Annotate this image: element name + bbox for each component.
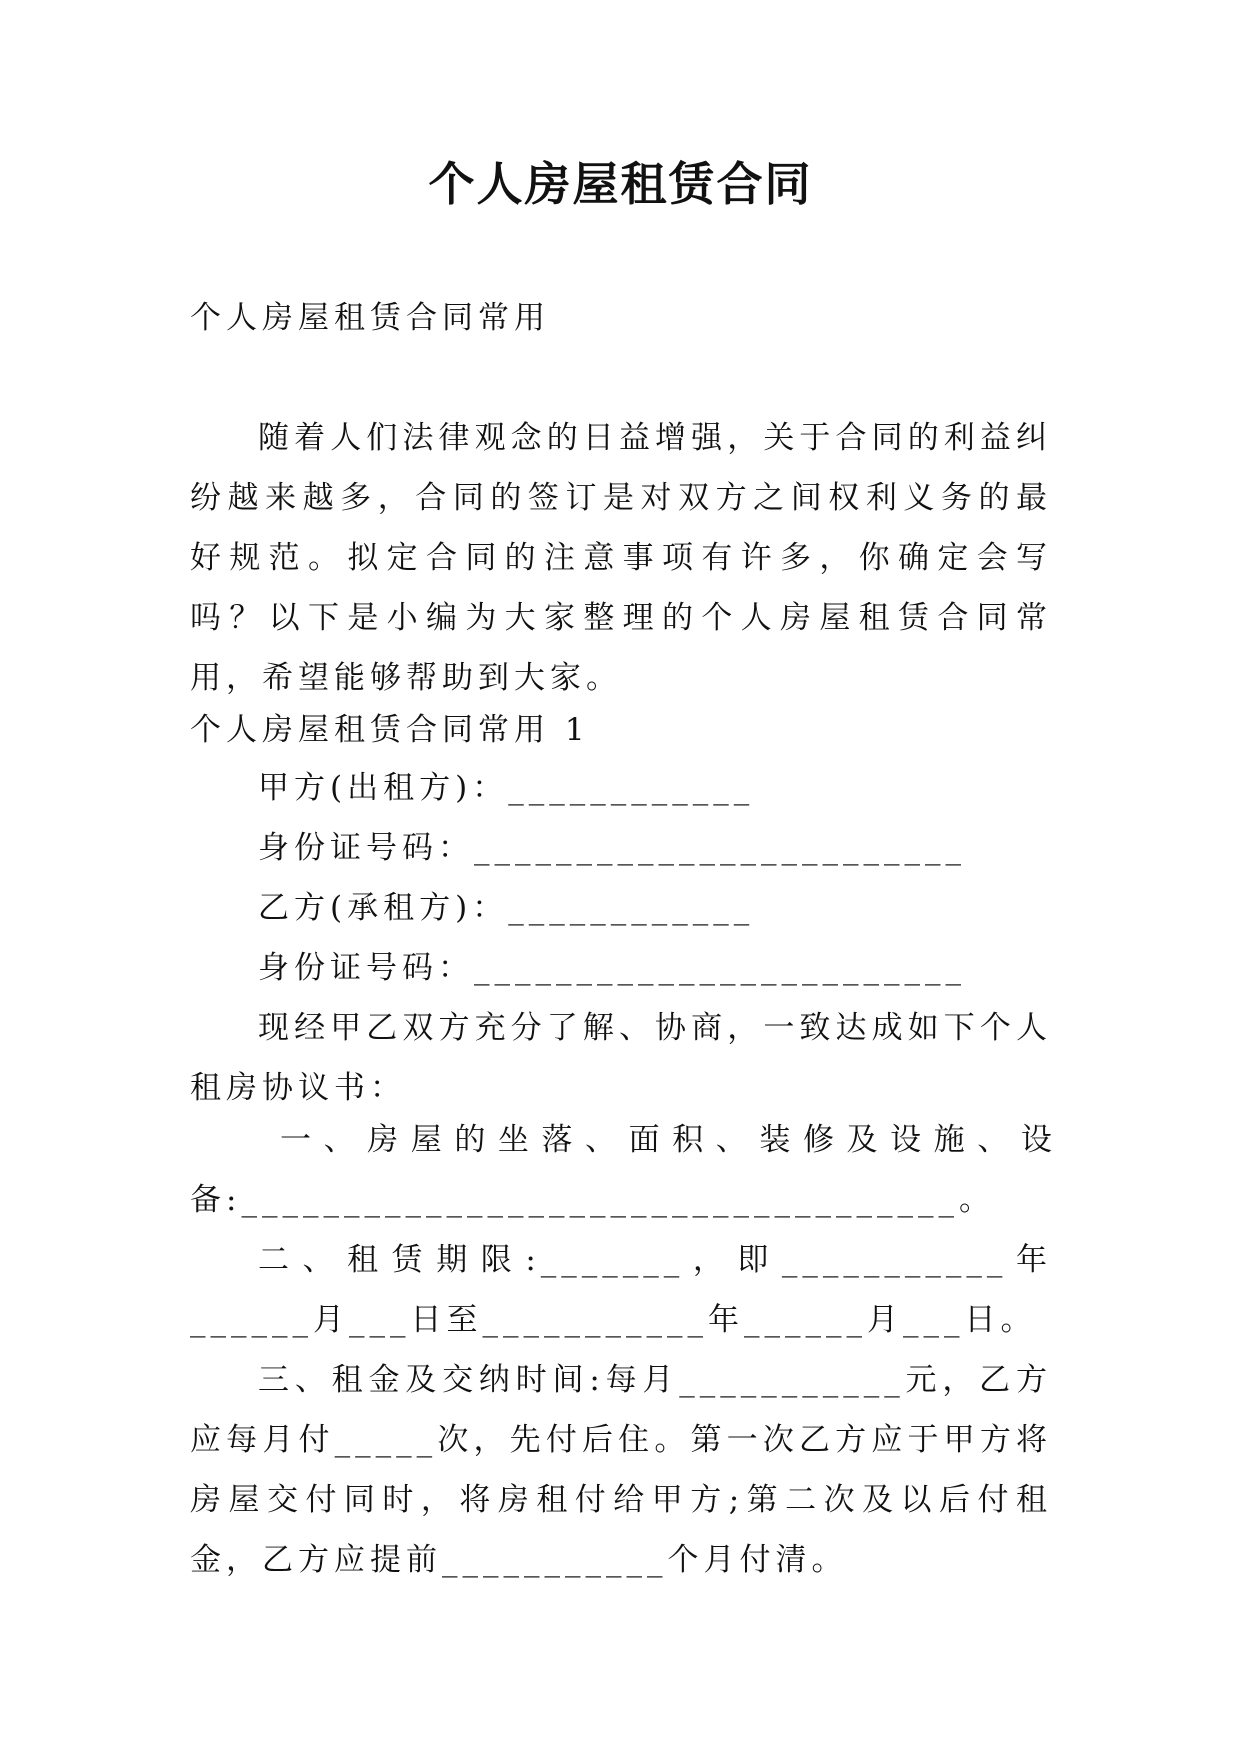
clause-char: 面: [628, 1122, 660, 1158]
clause-char: 及: [846, 1122, 878, 1158]
clause-char: 施: [933, 1122, 965, 1158]
clause-1-spread-line: [190, 1110, 1052, 1170]
clause-char: 房: [367, 1122, 399, 1158]
page-title: 个人房屋租赁合同: [428, 157, 813, 211]
clause-char: 、: [715, 1122, 747, 1158]
agreement-paragraph: 现经甲乙双方充分了解、协商，一致达成如下个人租房协议书：: [190, 1010, 1052, 1106]
clause-char: 修: [802, 1122, 834, 1158]
party-a-line: 甲方(出租方)：____________: [258, 770, 755, 806]
clause-char: 、: [585, 1122, 617, 1158]
intro-heading: 个人房屋租赁合同常用: [190, 300, 550, 336]
clause-char: 坐: [497, 1122, 529, 1158]
clause-char: 积: [672, 1122, 704, 1158]
clause-char: 的: [454, 1122, 486, 1158]
clause-char: 、: [323, 1122, 355, 1158]
clause-char: 一: [280, 1122, 311, 1158]
clause-2: 二、租赁期限:_______，即___________年______月___日至___________年______月___日。: [190, 1242, 1052, 1338]
clause-char: 设: [1020, 1122, 1052, 1158]
clause-char: 设: [890, 1122, 922, 1158]
clause-3: 三、租金及交纳时间:每月___________元，乙方应每月付_____次，先付后住。第一次乙方应于甲方将房屋交付同时，将房租付给甲方;第二次及以后付租金，乙方应提前___________个月付清。: [190, 1362, 1052, 1578]
clause-1-rest-line: 备:___________________________________。: [190, 1182, 995, 1218]
clause-1: [190, 1110, 1052, 1230]
clause-char: 屋: [410, 1122, 442, 1158]
section-heading: 个人房屋租赁合同常用 1: [190, 712, 590, 748]
clause-char: 落: [541, 1122, 573, 1158]
clause-char: 、: [977, 1122, 1009, 1158]
party-b-line: 乙方(承租方)：____________: [258, 890, 755, 926]
clause-char: 装: [759, 1122, 791, 1158]
party-b-id-line: 身份证号码：________________________: [258, 950, 966, 986]
party-a-id-line: 身份证号码：________________________: [258, 830, 966, 866]
intro-paragraph: 随着人们法律观念的日益增强，关于合同的利益纠纷越来越多，合同的签订是对双方之间权利义务的最好规范。拟定合同的注意事项有许多，你确定会写吗？以下是小编为大家整理的个人房屋租赁合同常用，希望能够帮助到大家。: [190, 420, 1052, 696]
